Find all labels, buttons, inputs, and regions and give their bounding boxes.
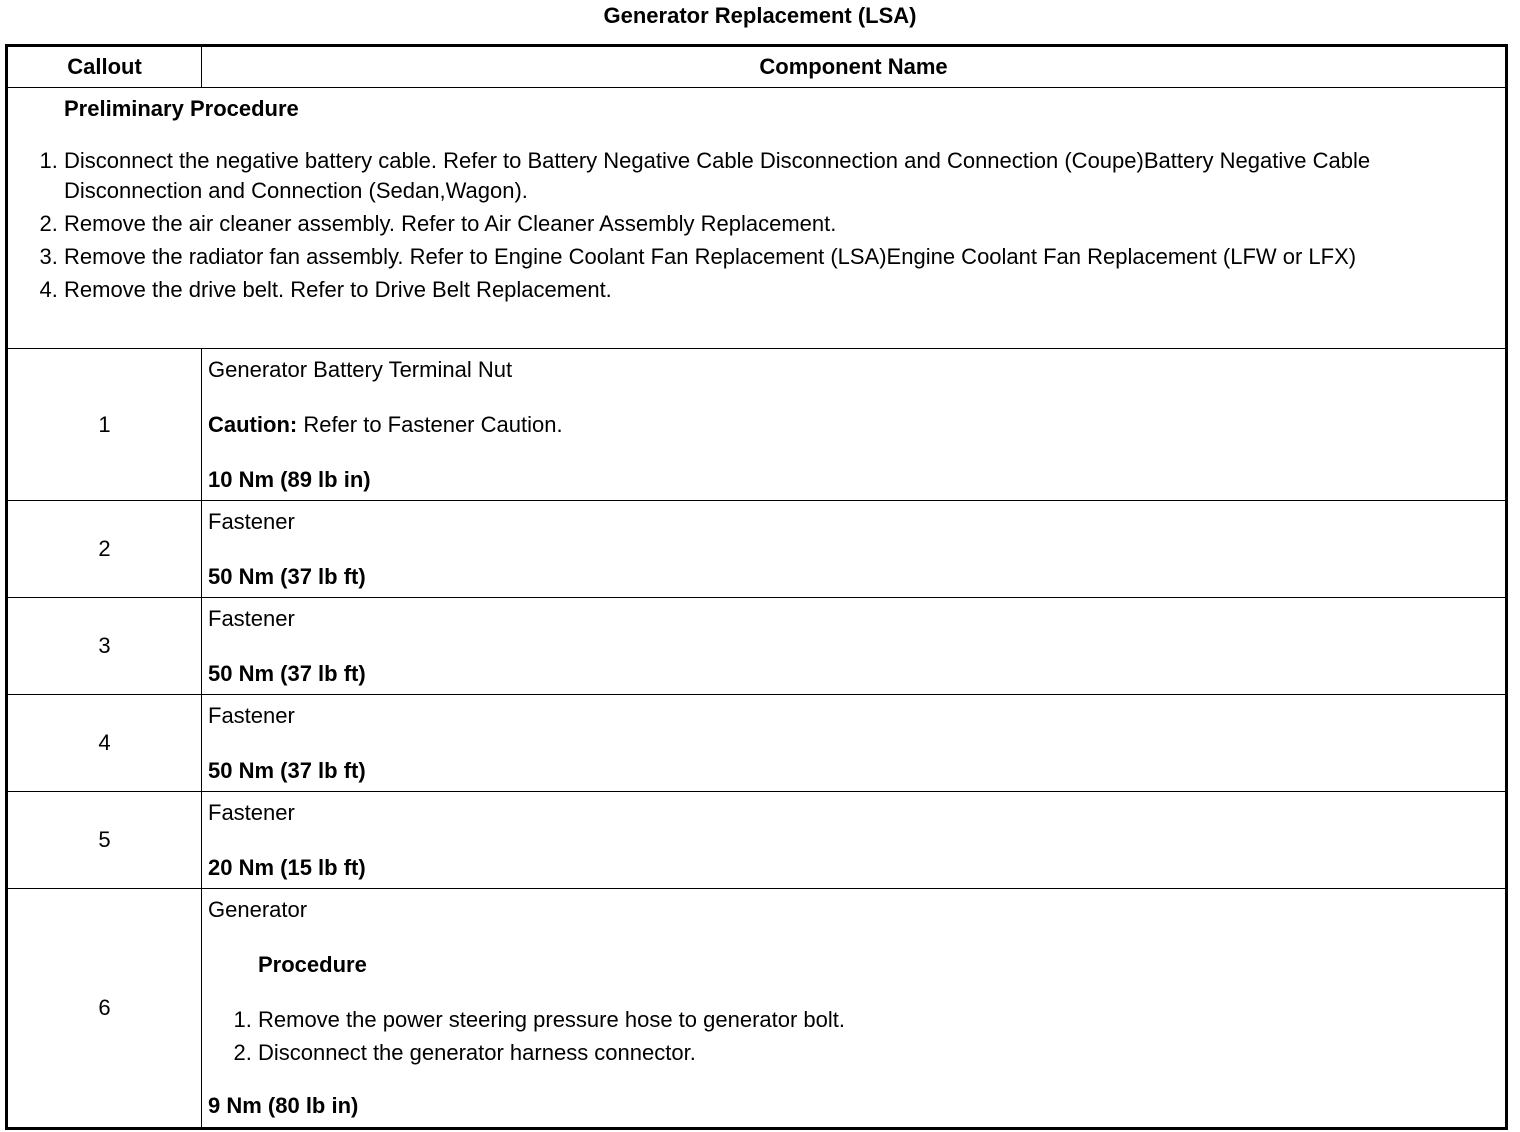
page-title: Generator Replacement (LSA) bbox=[603, 3, 917, 28]
preliminary-step: 2. Remove the air cleaner assembly. Refer to Air Cleaner Assembly Replacement. bbox=[64, 209, 1505, 239]
torque-spec: 20 Nm (15 lb ft) bbox=[208, 855, 366, 880]
component-header: Component Name bbox=[202, 46, 1507, 88]
component-cell bbox=[202, 889, 1507, 1129]
callout-number: 2 bbox=[7, 501, 202, 598]
table-row bbox=[7, 501, 1507, 598]
header-row bbox=[7, 46, 1507, 88]
preliminary-step: 4. Remove the drive belt. Refer to Drive Belt Replacement. bbox=[64, 275, 1505, 305]
callout-header: Callout bbox=[7, 46, 202, 88]
component-name: Generator bbox=[208, 897, 308, 922]
table-row bbox=[7, 349, 1507, 501]
component-cell bbox=[202, 695, 1507, 792]
caution-note bbox=[208, 410, 1499, 440]
table-row bbox=[7, 792, 1507, 889]
caution-text: Refer to Fastener Caution. bbox=[297, 412, 563, 437]
preliminary-row bbox=[7, 88, 1507, 349]
procedure-step: 2. Disconnect the generator harness connector. bbox=[258, 1038, 1499, 1068]
preliminary-heading: Preliminary Procedure bbox=[64, 96, 299, 121]
component-name: Generator Battery Terminal Nut bbox=[208, 357, 513, 382]
component-name: Fastener bbox=[208, 606, 295, 631]
callout-number: 1 bbox=[7, 349, 202, 501]
component-name: Fastener bbox=[208, 703, 295, 728]
callout-number: 5 bbox=[7, 792, 202, 889]
torque-spec: 9 Nm (80 lb in) bbox=[208, 1093, 359, 1118]
torque-spec: 50 Nm (37 lb ft) bbox=[208, 758, 366, 783]
table-row bbox=[7, 598, 1507, 695]
torque-spec: 10 Nm (89 lb in) bbox=[208, 467, 371, 492]
component-cell bbox=[202, 792, 1507, 889]
component-name: Fastener bbox=[208, 800, 295, 825]
component-table bbox=[5, 44, 1508, 1130]
preliminary-step: 1. Disconnect the negative battery cable. Refer to Battery Negative Cable Disconnection and Connection (Coupe)Battery Negative Cable Disconnection and Connection (Sedan,Wagon). bbox=[64, 146, 1505, 206]
preliminary-steps bbox=[8, 146, 1505, 305]
component-cell bbox=[202, 501, 1507, 598]
procedure-step: 1. Remove the power steering pressure hose to generator bolt. bbox=[258, 1005, 1499, 1035]
preliminary-cell bbox=[7, 88, 1507, 349]
component-cell bbox=[202, 349, 1507, 501]
component-cell bbox=[202, 598, 1507, 695]
torque-spec: 50 Nm (37 lb ft) bbox=[208, 661, 366, 686]
table-row bbox=[7, 889, 1507, 1129]
callout-number: 4 bbox=[7, 695, 202, 792]
procedure-heading: Procedure bbox=[258, 952, 367, 977]
caution-label: Caution: bbox=[208, 412, 298, 437]
table-row bbox=[7, 695, 1507, 792]
component-name: Fastener bbox=[208, 509, 295, 534]
callout-number: 3 bbox=[7, 598, 202, 695]
procedure-steps bbox=[208, 1005, 1499, 1068]
torque-spec: 50 Nm (37 lb ft) bbox=[208, 564, 366, 589]
callout-number: 6 bbox=[7, 889, 202, 1129]
preliminary-step: 3. Remove the radiator fan assembly. Refer to Engine Coolant Fan Replacement (LSA)Engine Coolant Fan Replacement (LFW or LFX) bbox=[64, 242, 1505, 272]
